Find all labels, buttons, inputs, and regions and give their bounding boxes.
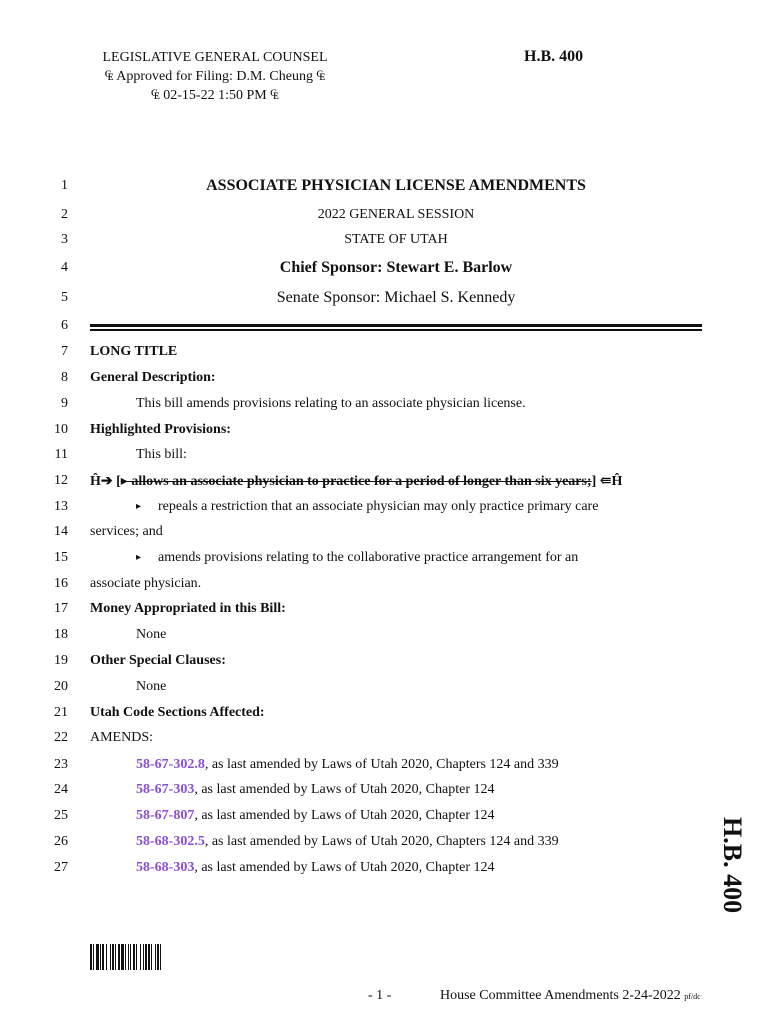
bill-title: ASSOCIATE PHYSICIAN LICENSE AMENDMENTS xyxy=(206,177,586,194)
line-number: 27 xyxy=(54,860,68,875)
code-section-row xyxy=(136,757,559,773)
amendment-footer xyxy=(440,988,701,1004)
approval-datetime: ₠ 02-15-22 1:50 PM ₠ xyxy=(151,88,279,103)
line-number: 10 xyxy=(54,422,68,437)
line-number: 20 xyxy=(54,679,68,694)
line-number: 16 xyxy=(54,576,68,591)
line-number: 25 xyxy=(54,808,68,823)
provision-text: repeals a restriction that an associate physician may only practice primary care xyxy=(158,499,599,514)
line-number: 8 xyxy=(61,370,68,385)
line-number: 6 xyxy=(61,318,68,333)
general-description-text: This bill amends provisions relating to an associate physician license. xyxy=(136,396,526,411)
struck-provision: allows an associate physician to practice for a period of longer than six years; xyxy=(127,474,592,489)
provision-text: amends provisions relating to the collaborative practice arrangement for an xyxy=(158,550,579,565)
general-description-heading: General Description: xyxy=(90,370,216,385)
title-divider-thin xyxy=(90,329,702,331)
amends-label: AMENDS: xyxy=(90,730,154,745)
line-number: 17 xyxy=(54,601,68,616)
special-clauses-value: None xyxy=(136,679,167,694)
approval-line: ₠ Approved for Filing: D.M. Cheung ₠ xyxy=(104,69,326,84)
line-number: 12 xyxy=(54,473,68,488)
line-number: 21 xyxy=(54,705,68,720)
code-section-note: , as last amended by Laws of Utah 2020, Chapters 124 and 339 xyxy=(204,757,559,772)
provision-continuation: services; and xyxy=(90,524,163,539)
highlighted-provisions-heading: Highlighted Provisions: xyxy=(90,422,231,437)
line-number: 11 xyxy=(54,447,68,462)
code-section-note: , as last amended by Laws of Utah 2020, Chapter 124 xyxy=(194,808,495,823)
line-number: 24 xyxy=(54,782,68,797)
code-sections-heading: Utah Code Sections Affected: xyxy=(90,705,265,720)
line-number: 23 xyxy=(54,757,68,772)
barcode-image xyxy=(90,944,230,970)
code-section-note: , as last amended by Laws of Utah 2020, Chapter 124 xyxy=(194,782,495,797)
special-clauses-heading: Other Special Clauses: xyxy=(90,653,226,668)
code-section-link[interactable]: 58-67-302.8 xyxy=(136,757,205,772)
side-bill-number: H.B. 400 xyxy=(718,816,747,914)
provision-item xyxy=(136,550,578,566)
code-section-link[interactable]: 58-67-807 xyxy=(136,808,195,823)
amendment-line xyxy=(90,473,622,490)
provision-continuation: associate physician. xyxy=(90,576,202,591)
line-number: 18 xyxy=(54,627,68,642)
code-section-row xyxy=(136,834,559,850)
session-label: 2022 GENERAL SESSION xyxy=(317,207,475,222)
code-section-row xyxy=(136,808,494,824)
line-number: 2 xyxy=(61,207,68,222)
money-value: None xyxy=(136,627,167,642)
struck-bullet: ▸ xyxy=(120,474,128,489)
code-section-link[interactable]: 58-68-302.5 xyxy=(136,834,205,849)
amendment-note: House Committee Amendments 2-24-2022 xyxy=(440,988,681,1003)
header-block xyxy=(80,48,350,105)
line-number: 5 xyxy=(61,290,68,305)
bill-number-header: H.B. 400 xyxy=(524,48,584,65)
line-number: 15 xyxy=(54,550,68,565)
money-heading: Money Appropriated in this Bill: xyxy=(90,601,286,616)
code-section-note: , as last amended by Laws of Utah 2020, Chapter 124 xyxy=(194,860,495,875)
long-title-heading: LONG TITLE xyxy=(90,344,178,359)
amendment-open-marker: Ĥ➔ [ xyxy=(90,474,121,489)
line-number: 14 xyxy=(54,524,68,539)
code-section-row xyxy=(136,860,494,876)
drafter-initials: pf/dc xyxy=(684,992,701,1001)
line-number: 3 xyxy=(61,232,68,247)
amendment-close-marker: ] ⇚Ĥ xyxy=(591,474,623,489)
chief-sponsor: Chief Sponsor: Stewart E. Barlow xyxy=(279,259,513,276)
page-number: - 1 - xyxy=(368,988,392,1003)
line-number: 13 xyxy=(54,499,68,514)
barcode-bar xyxy=(161,944,163,970)
code-section-row xyxy=(136,782,494,798)
line-number: 26 xyxy=(54,834,68,849)
code-section-link[interactable]: 58-68-303 xyxy=(136,860,195,875)
line-number: 7 xyxy=(61,344,68,359)
office-name: LEGISLATIVE GENERAL COUNSEL xyxy=(102,50,328,65)
line-number: 1 xyxy=(61,178,68,193)
line-number: 19 xyxy=(54,653,68,668)
this-bill-label: This bill: xyxy=(136,447,187,462)
line-number: 4 xyxy=(61,260,68,275)
code-section-note: , as last amended by Laws of Utah 2020, Chapters 124 and 339 xyxy=(204,834,559,849)
code-section-link[interactable]: 58-67-303 xyxy=(136,782,195,797)
line-number: 22 xyxy=(54,730,68,745)
state-label: STATE OF UTAH xyxy=(344,232,448,247)
title-divider xyxy=(90,324,702,327)
line-number: 9 xyxy=(61,396,68,411)
bullet-icon: ▸ xyxy=(136,552,142,563)
provision-item xyxy=(136,499,598,515)
bullet-icon: ▸ xyxy=(136,501,142,512)
senate-sponsor: Senate Sponsor: Michael S. Kennedy xyxy=(276,289,516,306)
